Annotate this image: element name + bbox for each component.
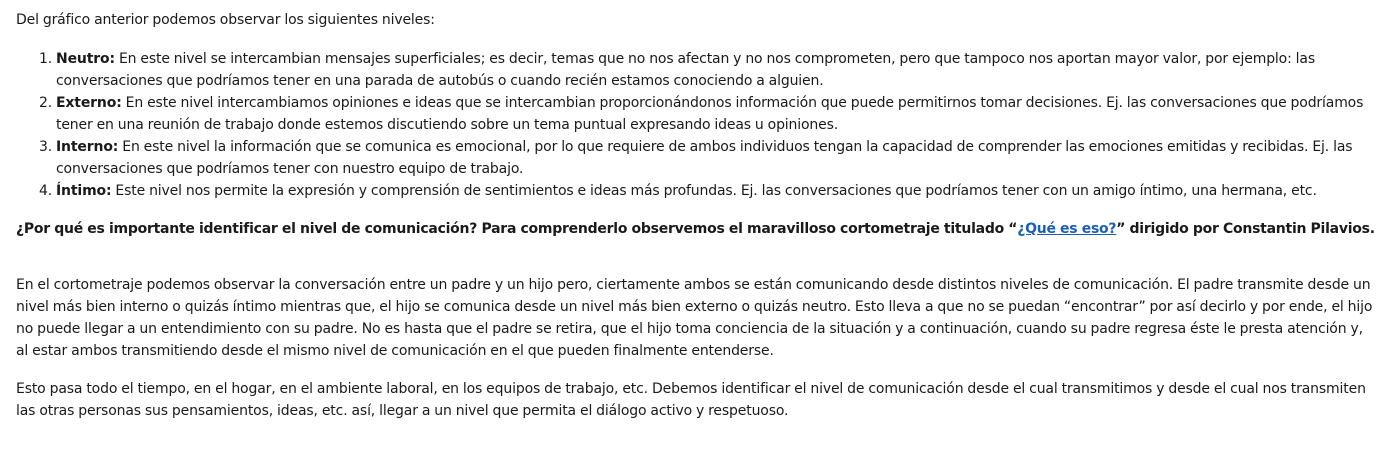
article-body <box>16 9 1378 422</box>
body-paragraph-1: En el cortometraje podemos observar la conversación entre un padre y un hijo pero, ciertamente ambos se están comunicando desde distintos niveles de comunicación. El padre transmite desde un nivel más bien interno o quizás íntimo mientras que, el hijo se comunica desde un nivel más bien externo o quizás neutro. Esto lleva a que no se puedan “encontrar” por así decirlo y por ende, el hijo no puede llegar a un entendimiento con su padre. No es hasta que el padre se retira, que el hijo toma conciencia de la situación y a continuación, cuando su padre regresa éste le presta atención y, al estar ambos transmitiendo desde el mismo nivel de comunicación en el que pueden finalmente entenderse. <box>16 277 1373 359</box>
question-paragraph <box>16 218 1378 240</box>
level-term: Externo: <box>56 95 122 111</box>
body-paragraph-2: Esto pasa todo el tiempo, en el hogar, en el ambiente laboral, en los equipos de trabajo, etc. Debemos identificar el nivel de comunicación desde el cual transmitimos y desde el cual nos transmiten las otras personas sus pensamientos, ideas, etc. así, llegar a un nivel que permita el diálogo activo y respetuoso. <box>16 381 1366 419</box>
level-description: En este nivel intercambiamos opiniones e ideas que se intercambian proporcionándonos información que puede permitirnos tomar decisiones. Ej. las conversaciones que podríamos tener en una reunión de trabajo donde estemos discutiendo sobre un tema puntual expresando ideas u opiniones. <box>56 95 1364 133</box>
level-description: En este nivel se intercambian mensajes superficiales; es decir, temas que no nos afectan y no nos comprometen, pero que tampoco nos aportan mayor valor, por ejemplo: las conversaciones que podríamos tener en una parada de autobús o cuando recién estamos conociendo a alguien. <box>56 51 1315 89</box>
video-link[interactable]: ¿Qué es eso? <box>1017 221 1117 237</box>
level-description: Este nivel nos permite la expresión y comprensión de sentimientos e ideas más profundas. Ej. las conversaciones que podríamos tener con un amigo íntimo, una hermana, etc. <box>111 183 1317 199</box>
list-item-neutro <box>56 48 1378 92</box>
list-item-intimo <box>56 180 1378 202</box>
intro-text: Del gráfico anterior podemos observar los siguientes niveles: <box>16 12 435 28</box>
level-term: Íntimo: <box>56 183 112 199</box>
level-term: Neutro: <box>56 51 115 67</box>
question-text-before: ¿Por qué es importante identificar el nivel de comunicación? Para comprenderlo observemos el maravilloso cortometraje titulado “ <box>16 221 1018 237</box>
communication-levels-list <box>16 48 1378 202</box>
list-item-externo <box>56 92 1378 136</box>
level-description: En este nivel la información que se comunica es emocional, por lo que requiere de ambos individuos tengan la capacidad de comprender las emociones emitidas y recibidas. Ej. las conversaciones que podríamos tener con nuestro equipo de trabajo. <box>56 139 1353 177</box>
list-item-interno <box>56 136 1378 180</box>
level-term: Interno: <box>56 139 119 155</box>
question-text-after: ” dirigido por Constantin Pilavios. <box>1116 221 1375 237</box>
